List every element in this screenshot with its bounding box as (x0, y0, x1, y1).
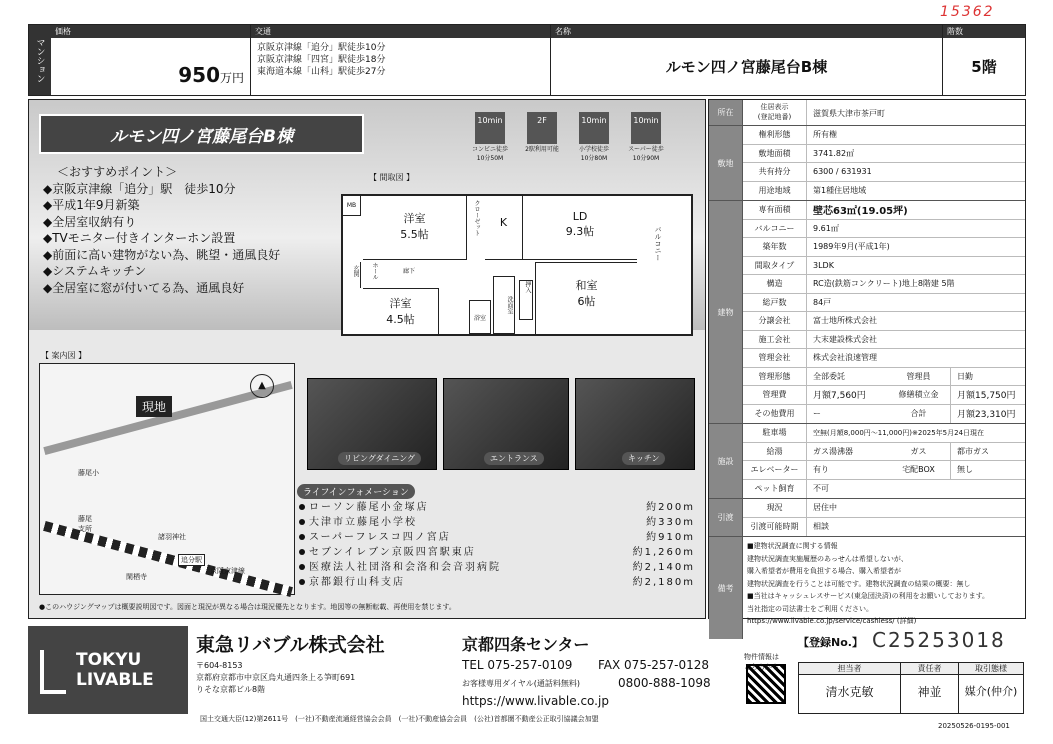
tokyu-logo: TOKYU LIVABLE (28, 626, 188, 714)
deal-label: 取引態様 (959, 663, 1023, 675)
living-dining: LD 9.3帖 (523, 196, 637, 260)
handover-section: 引渡 現況 居住中 引渡可能時期 相談 (709, 499, 1025, 537)
floor-cell (943, 25, 1025, 95)
license-info: 国土交通大臣(12)第2611号 (一社)不動産流通経営協会会員 (一社)不動産協会会員 (公社)首都圏不動産公正取引協議会加盟 (200, 715, 599, 723)
location-row: 所在 住居表示 (登記地番) 滋賀県大津市茶戸町 (709, 100, 1025, 126)
qr-label: 物件情報は こちらから (744, 653, 779, 671)
traffic-line: 東海道本線「山科」駅徒歩27分 (257, 67, 386, 77)
deal-type: 媒介(仲介) (964, 685, 1018, 698)
address-line: りそな京都ビル8階 (196, 685, 266, 694)
points-title: ＜おすすめポイント＞ (57, 165, 178, 179)
name-label: 名称 (551, 25, 942, 38)
life-item: スーパーフレスコ四ノ宮店 約910m (299, 530, 695, 545)
corridor: 廊下 (403, 268, 416, 275)
website-link[interactable]: https://www.livable.co.jp (462, 694, 609, 708)
map-station: 追分駅 (178, 554, 205, 566)
remark-line: ■建物状況調査に関する情報 (747, 542, 838, 550)
address-line: 京都府京都市中京区烏丸通四条上る笋町691 (196, 673, 356, 682)
price-label: 価格 (51, 25, 250, 38)
closet: クローゼット (473, 200, 480, 236)
feature-icons (469, 112, 667, 162)
life-info-list (299, 500, 695, 590)
life-item: ローソン藤尾小金塚店 約200m (299, 500, 695, 515)
responsible-name: 神並 (917, 685, 942, 699)
tel[interactable]: TEL 075-257-0109 (462, 658, 573, 672)
traffic-label: 交通 (251, 25, 550, 38)
supermarket-icon: 10min スーパー徒歩 10分90M (625, 112, 667, 162)
map-current-location: 現地 (136, 396, 172, 417)
mb-area: MB (343, 196, 361, 216)
floorplan (341, 194, 693, 336)
staff-name: 清水克敏 (825, 685, 874, 699)
life-info-title: ライフインフォメーション (297, 484, 415, 499)
map-temple: 閑栖寺 (126, 573, 147, 581)
facility-section: 施設 駐車場 空無(月額8,000円〜11,000円)※2025年5月24日現在 給湯 ガス湯沸器 ガス 都市ガス エレベーター 有り 宅配BOX 無し ペット飼育 不可 (709, 424, 1025, 499)
map-shrine: 諸羽神社 (158, 533, 186, 541)
address: 滋賀県大津市茶戸町 (813, 109, 885, 118)
land-section: 敷地 権利形態 所有権 敷地面積 3741.82㎡ 共有持分 6300 / 631931 用途地域 第1種住居地域 (709, 126, 1025, 201)
name-cell (551, 25, 943, 95)
handwritten-number: 15362 (940, 4, 995, 20)
freecall-number[interactable]: 0800-888-1098 (618, 676, 711, 690)
photo-kitchen (575, 378, 695, 470)
floor-value: 5階 (971, 58, 997, 76)
life-item: 医療法人社団洛和会洛和会音羽病院 約2,140m (299, 560, 695, 575)
category-label: マンション (29, 25, 51, 95)
recommend-points (43, 164, 343, 296)
point-item: ◆京阪京津線「追分」駅 徒歩10分 (43, 181, 236, 196)
map-line: 京阪京津線 (210, 567, 245, 575)
photo-living (307, 378, 437, 470)
header (28, 24, 1026, 96)
property-name: ルモン四ノ宮藤尾台B棟 (665, 58, 828, 76)
bath: 浴室 (469, 300, 491, 334)
map-note: ●このハウジングマップは概要説明図です。図面と現況が異なる場合は現況優先となります。地図等の無断転載、再使用を禁じます。 (39, 603, 456, 611)
entrance: 玄関 (343, 262, 361, 288)
responsible-label: 責任者 (901, 663, 958, 675)
oshiire: 押入 (519, 280, 533, 320)
point-item: ◆全居室に窓が付いてる為、通風良好 (43, 280, 245, 295)
guide-map (39, 363, 295, 595)
details-table (708, 99, 1026, 625)
traffic-cell (251, 25, 551, 95)
point-item: ◆前面に高い建物がない為、眺望・通風良好 (43, 247, 281, 262)
station-icon: 2F 2駅利用可能 (521, 112, 563, 162)
life-item: セブンイレブン京阪四宮駅東店 約1,260m (299, 545, 695, 560)
traffic-line: 京阪京津線「四宮」駅徒歩18分 (257, 55, 386, 65)
balcony: バルコニー (654, 226, 662, 261)
western-room-2: 洋室 4.5帖 (363, 288, 439, 336)
staff-label: 担当者 (799, 663, 900, 675)
fax: FAX 075-257-0128 (598, 658, 710, 672)
center-name: 京都四条センター (462, 635, 590, 654)
company-name: 東急リバブル株式会社 (196, 634, 385, 656)
map-label: 【 案内図 】 (41, 351, 87, 360)
washroom: 洗面室 (493, 276, 515, 334)
point-item: ◆平成1年9月新築 (43, 198, 140, 212)
school-icon: 10min 小学校徒歩 10分80M (573, 112, 615, 162)
north-icon: ▲ (250, 374, 274, 398)
building-section: 建物 専有面積 壁芯63㎡(19.05坪) バルコニー 9.61㎡ 築年数 1989年9月(平成1年) 間取タイプ 3LDK 構造 RC造(鉄筋コンクリート)地上8階建 5階 総戸数 84戸 分譲会社 富士地所株式会社 施工会社 大末建設株式会社 管理会社 株式会社浪速管理 管理形態 全部委託 管理員 日勤 管理費 月額7,560円 修繕積立金 月額15,750円 その他費用 ー 合計 月額23,310円 (709, 201, 1025, 424)
remark-line: 購入希望者が費用を負担する場合、購入希望者が (747, 567, 901, 575)
registration-label: 【登録No.】 (798, 636, 863, 649)
photo-label: キッチン (622, 452, 665, 465)
floorplan-label: 【 間取図 】 (369, 173, 415, 182)
freecall-label: お客様専用ダイヤル(通話料無料) (462, 679, 581, 688)
zip-code: 〒604-8153 (196, 661, 243, 670)
map-office: 藤尾 支所 (78, 515, 92, 533)
logo-icon (40, 650, 66, 694)
registration-number: C25253018 (872, 628, 1006, 652)
remark-line: https://www.livable.co.jp/service/cashless/ (詳細) (747, 617, 917, 625)
western-room-1: 洋室 5.5帖 (363, 196, 467, 260)
convenience-icon: 10min コンビニ徒歩 10分50M (469, 112, 511, 162)
japanese-room: 和室 6帖 (535, 262, 637, 336)
price-value: 950万円 (178, 63, 244, 87)
remark-line: 建物状況調査を行うことは可能です。建物状況調査の結果の概要：無し (747, 579, 971, 588)
price-cell (51, 25, 251, 95)
remark-line: 建物状況調査実施履歴のあっせんは希望しないが、 (747, 554, 908, 563)
point-item: ◆全居室収納有り (43, 214, 137, 229)
kitchen: K (485, 196, 523, 260)
life-item: 京都銀行山科支店 約2,180m (299, 575, 695, 590)
photo-label: エントランス (484, 452, 544, 465)
traffic-line: 京阪京津線「追分」駅徒歩10分 (257, 43, 386, 53)
life-item: 大津市立藤尾小学校 約330m (299, 515, 695, 530)
remark-line: 当社指定の司法書士をご利用ください。 (747, 604, 873, 613)
remark-line: ■当社はキャッシュレスサービス(東急団決済)の利用をお願いしております。 (747, 592, 990, 600)
photo-label: リビングダイニング (338, 452, 421, 465)
photo-entrance (443, 378, 569, 470)
hall: ホール (371, 262, 378, 280)
floor-label: 階数 (943, 25, 1025, 38)
point-item: ◆システムキッチン (43, 264, 147, 278)
document-number: 20250526-0195-001 (938, 722, 1010, 730)
map-school: 藤尾小 (78, 469, 99, 477)
flyer (28, 99, 706, 619)
remarks-section: 備考 ■建物状況調査に関する情報 建物状況調査実施履歴のあっせんは希望しないが、 購入希望者が費用を負担する場合、購入希望者が 建物状況調査を行うことは可能です。建物状況調査の結果の概要：無し ■当社はキャッシュレスサービス(東急団決済)の利用をお願いしております。 当社指定の司法書士をご利用ください。 https://www.livable.co.jp/service/cashless/ (詳細) (709, 537, 1025, 639)
flyer-title: ルモン四ノ宮藤尾台B棟 (39, 114, 364, 154)
point-item: ◆TVモニター付きインターホン設置 (43, 231, 236, 245)
footer (28, 626, 1026, 732)
staff-table (798, 662, 1024, 714)
